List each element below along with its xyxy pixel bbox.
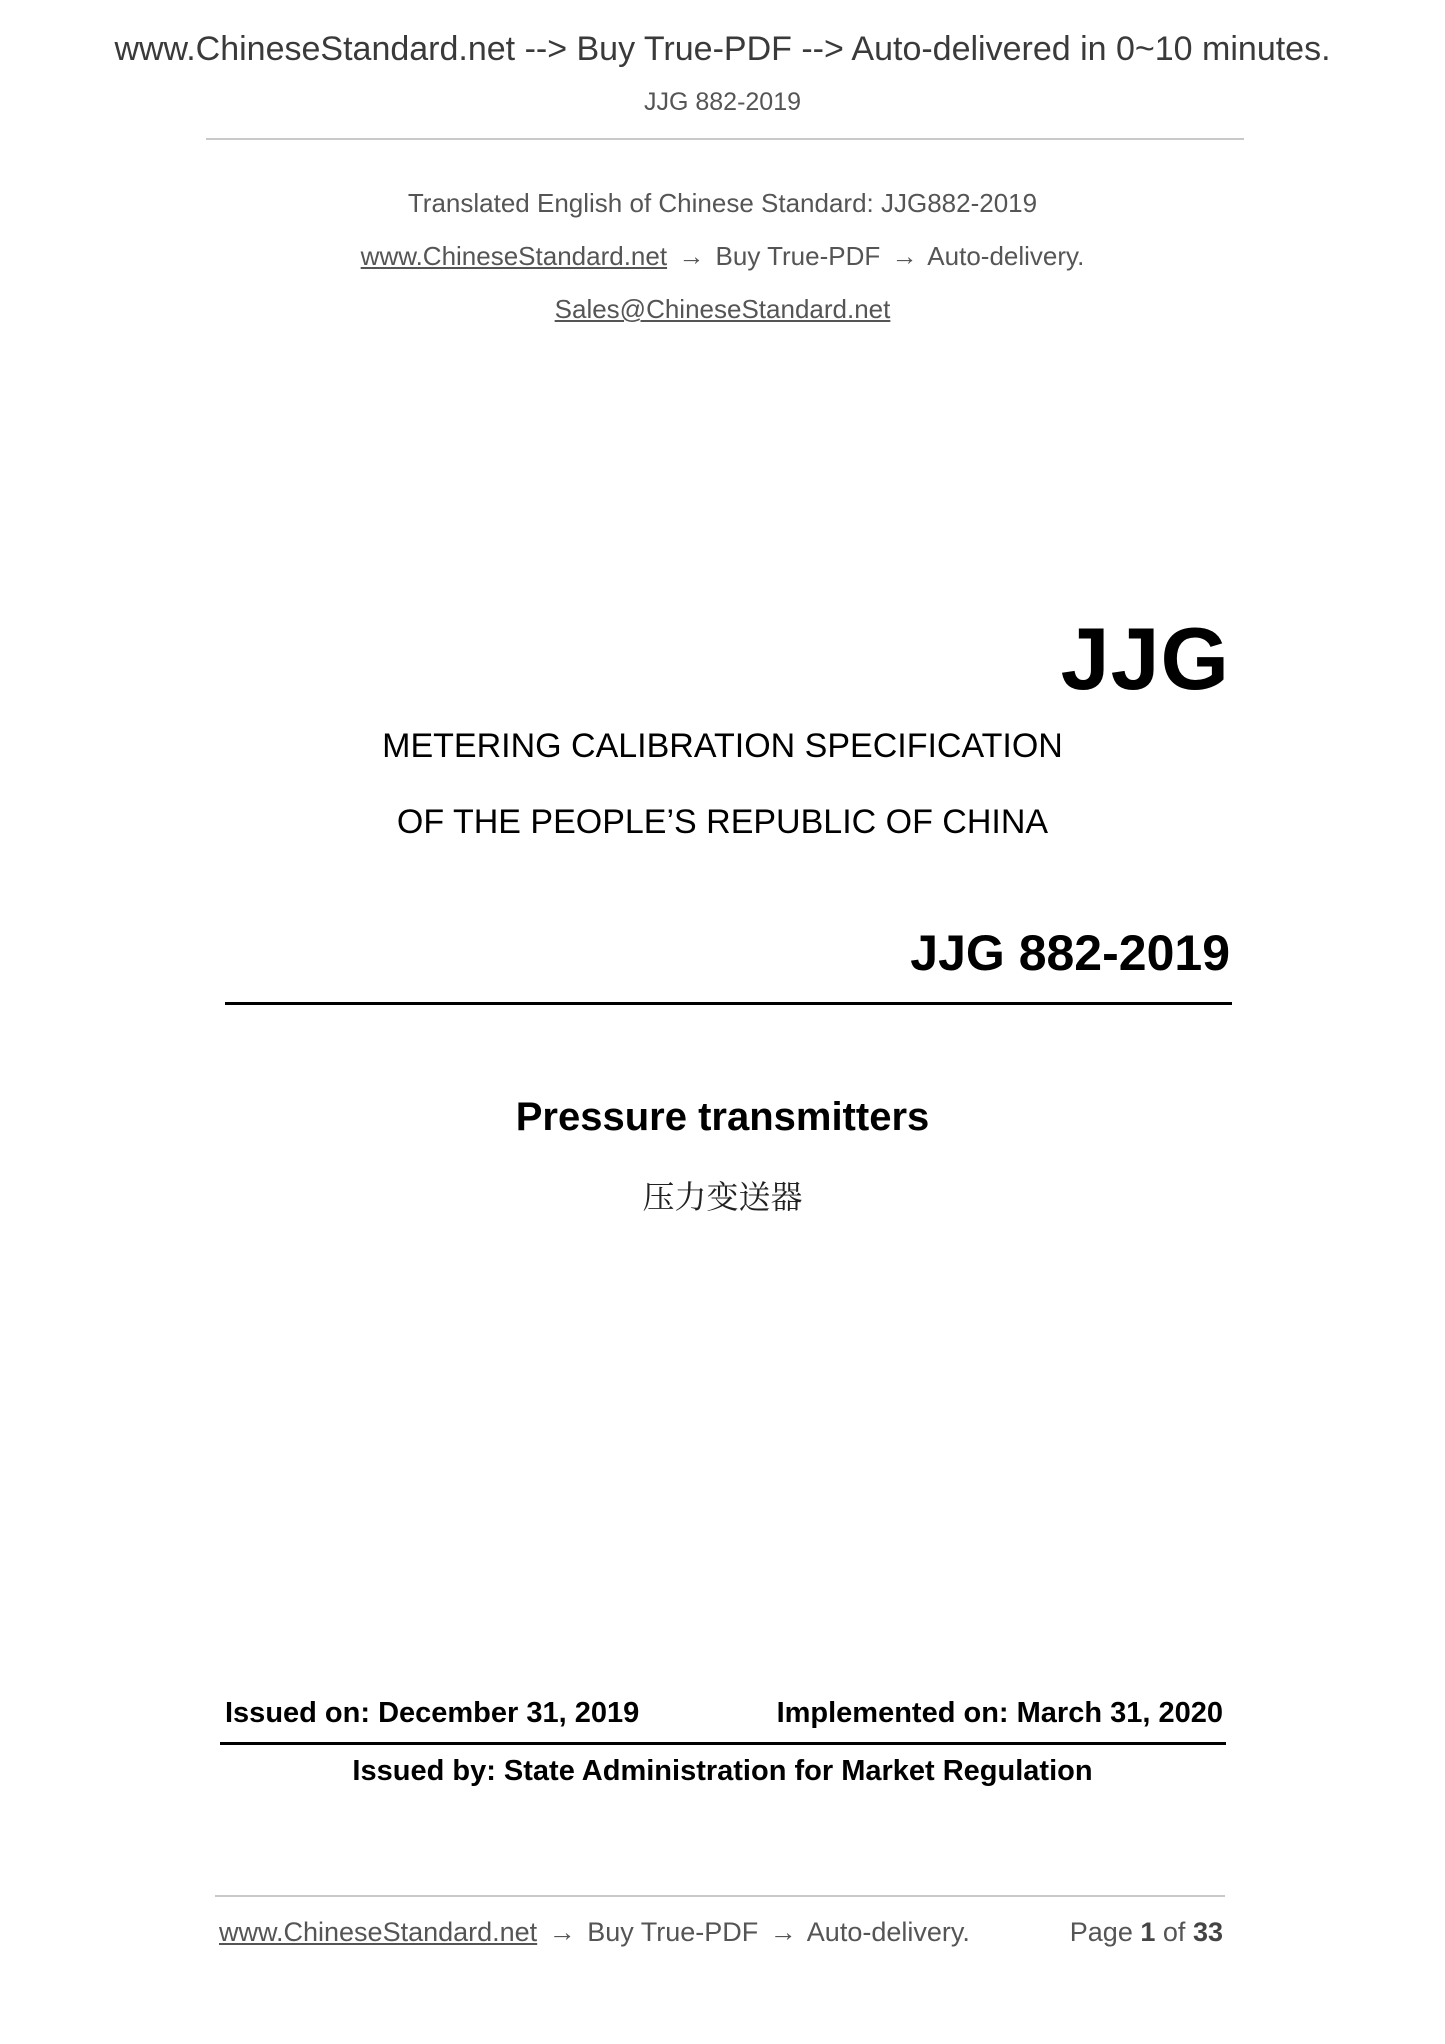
auto-delivery-text: Auto-delivery. — [927, 241, 1085, 271]
page-current: 1 — [1140, 1917, 1156, 1947]
arrow-right-icon: → — [769, 1917, 797, 1947]
header-document-code: JJG 882-2019 — [643, 88, 802, 116]
issued-by: Issued by: State Administration for Market Regulation — [352, 1755, 1093, 1787]
arrow-right-icon: → — [548, 1917, 576, 1947]
spec-line-1: METERING CALIBRATION SPECIFICATION — [382, 727, 1063, 765]
email-line — [0, 294, 1445, 325]
page-indicator — [1070, 1917, 1223, 1948]
header-divider — [206, 138, 1244, 140]
page-total: 33 — [1192, 1917, 1223, 1947]
email-link[interactable]: Sales@ChineseStandard.net — [554, 294, 891, 324]
title-english: Pressure transmitters — [515, 1095, 930, 1139]
issued-on-date: Issued on: December 31, 2019 — [225, 1697, 640, 1729]
arrow-right-icon: → — [678, 241, 705, 271]
arrow-right-icon: → — [891, 241, 918, 271]
footer-auto-delivery-text: Auto-delivery. — [806, 1917, 970, 1947]
footer-purchase-info — [219, 1917, 970, 1948]
footer-divider — [215, 1895, 1225, 1897]
top-banner: www.ChineseStandard.net --> Buy True-PDF --> Auto-delivered in 0~10 minutes. — [114, 30, 1331, 68]
of-word: of — [1162, 1917, 1186, 1947]
page-word: Page — [1069, 1917, 1133, 1947]
translation-note: Translated English of Chinese Standard: JJG882-2019 — [407, 188, 1038, 218]
purchase-info-line — [0, 241, 1445, 272]
footer-buy-text: Buy True-PDF — [587, 1917, 759, 1947]
title-chinese: 压力变送器 — [642, 1178, 803, 1216]
implemented-on-date: Implemented on: March 31, 2020 — [776, 1697, 1223, 1729]
spec-line-2: OF THE PEOPLE’S REPUBLIC OF CHINA — [396, 803, 1049, 841]
issue-divider — [220, 1742, 1226, 1745]
footer-site-link[interactable]: www.ChineseStandard.net — [219, 1917, 538, 1947]
standard-number: JJG 882-2019 — [910, 925, 1230, 981]
site-link[interactable]: www.ChineseStandard.net — [360, 241, 668, 271]
buy-text: Buy True-PDF — [715, 241, 881, 271]
jjg-mark: JJG — [1060, 609, 1230, 708]
standard-divider — [225, 1002, 1232, 1005]
